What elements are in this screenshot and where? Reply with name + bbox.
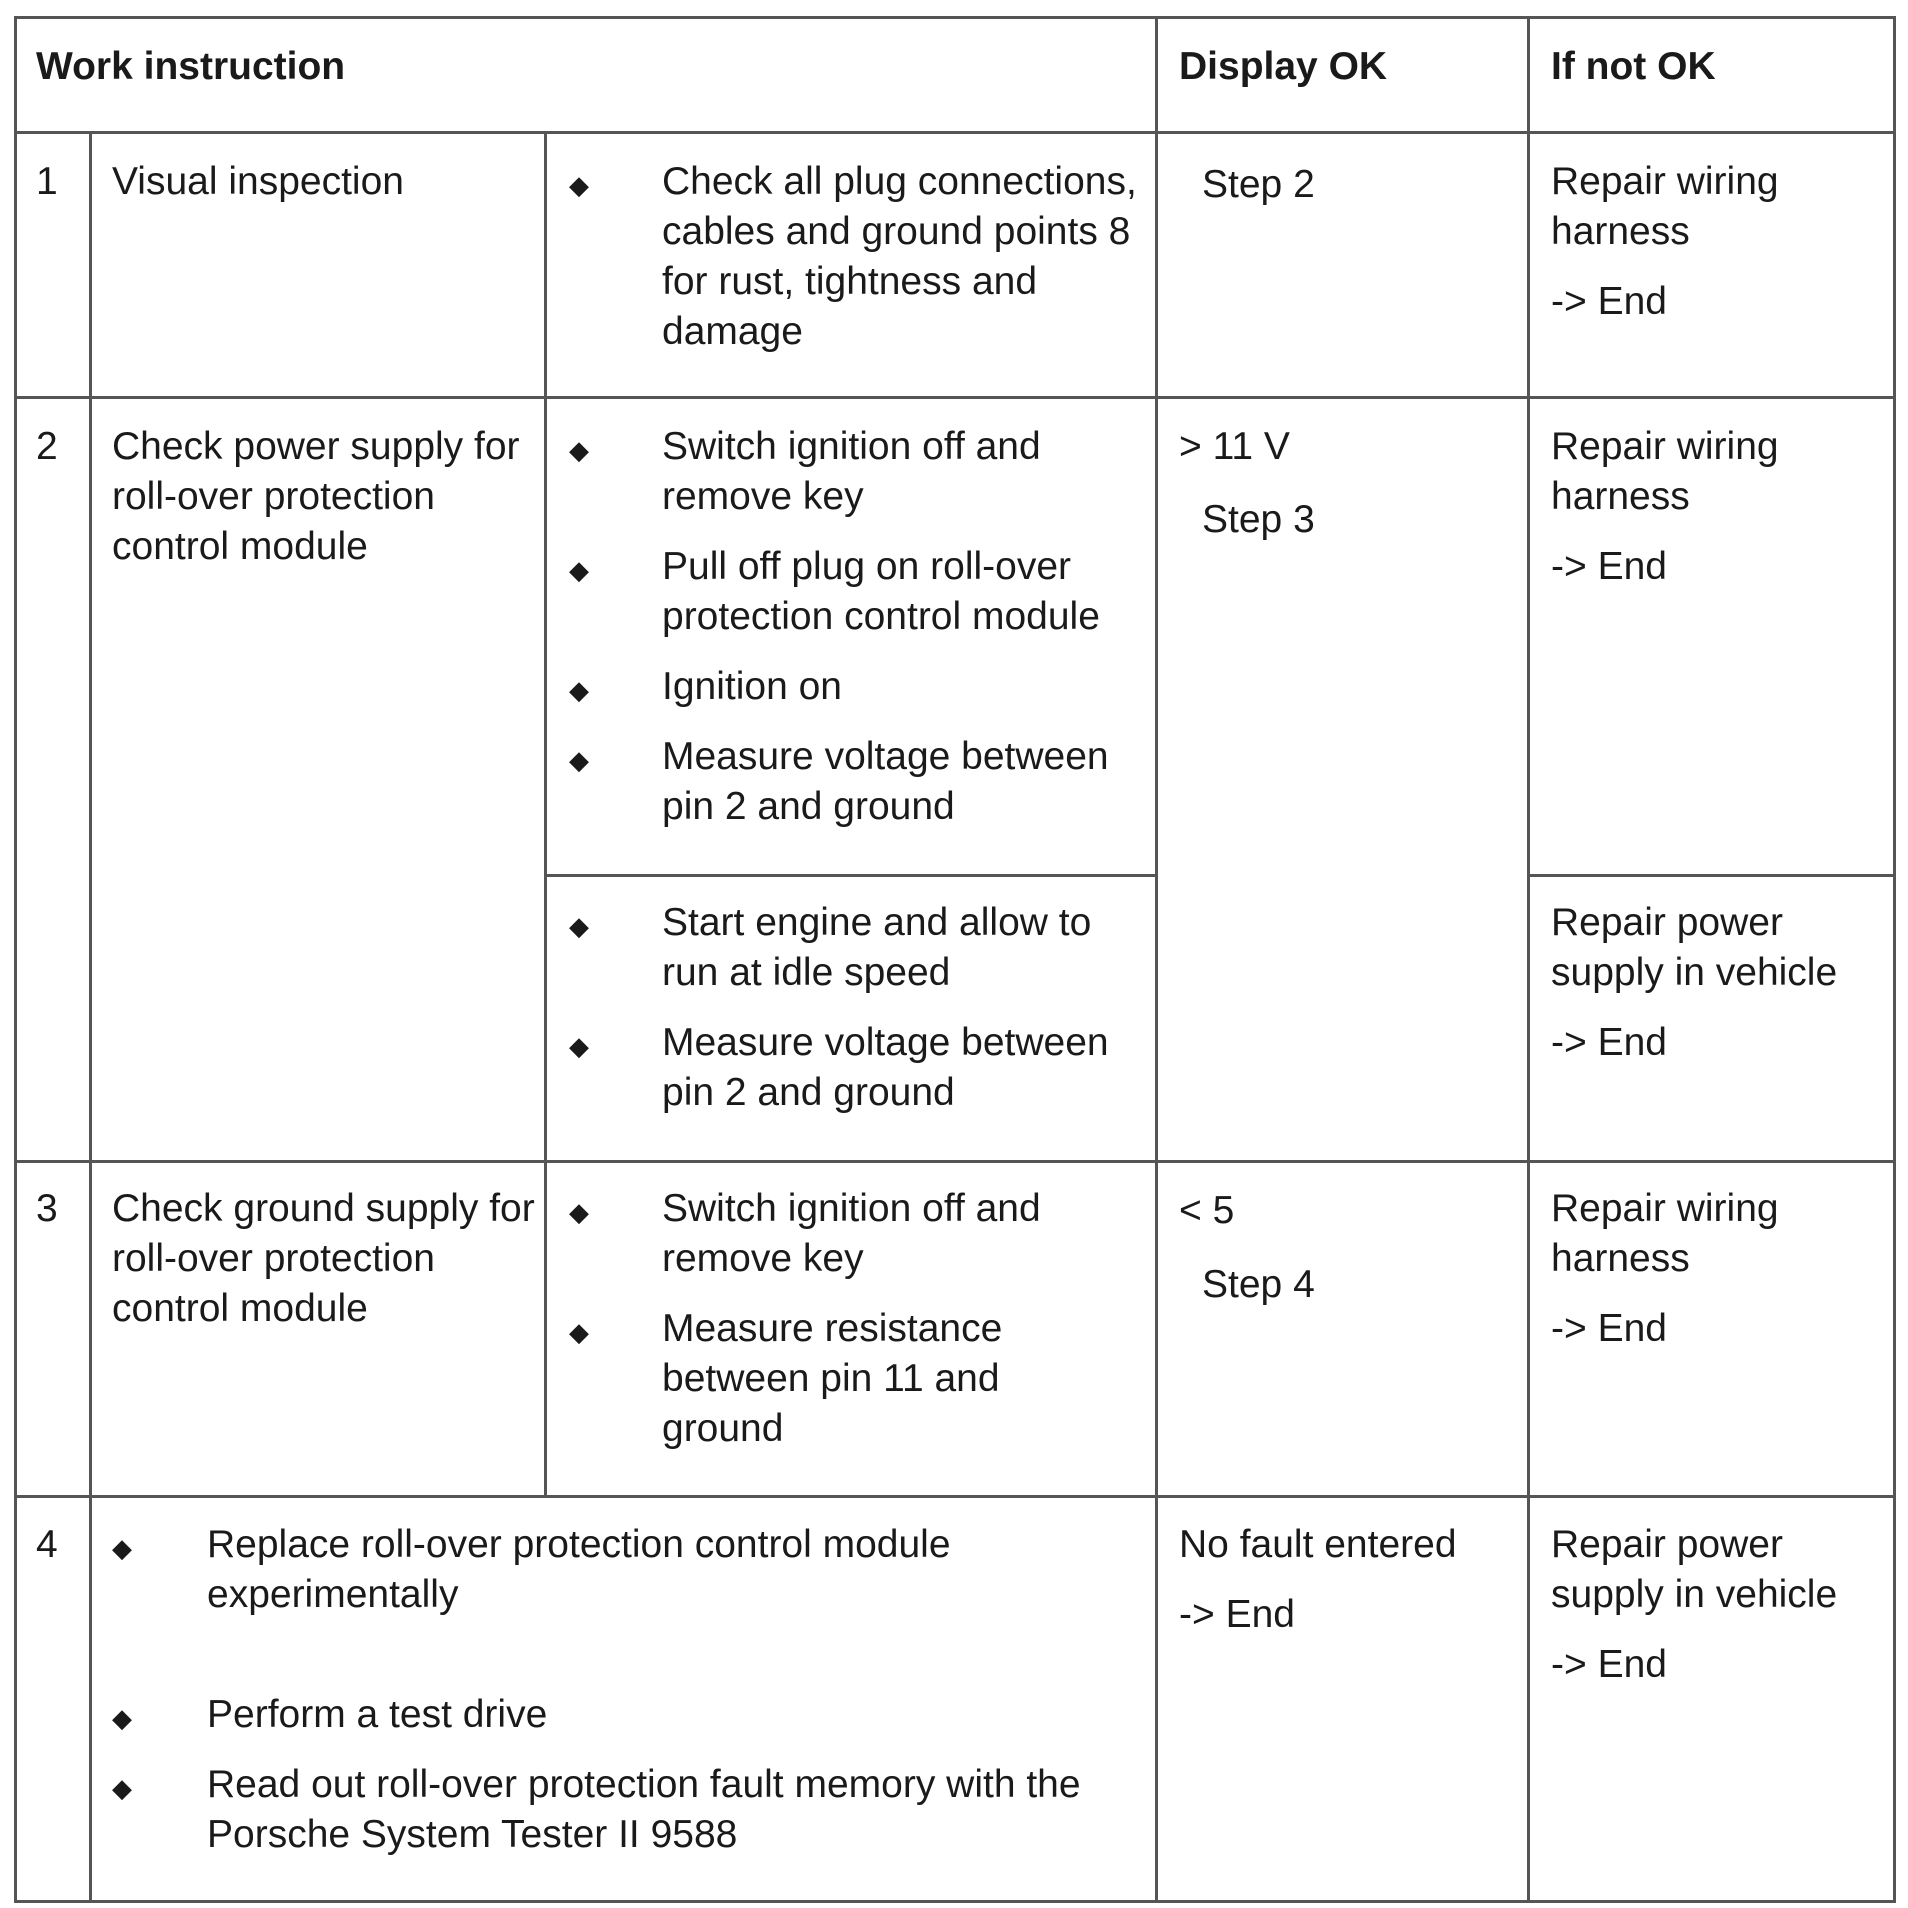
row-2-not-ok-end-b: -> End bbox=[1551, 1021, 1667, 1064]
row-3-not-ok-end: -> End bbox=[1551, 1307, 1667, 1350]
row-2-not-ok-end-a: -> End bbox=[1551, 545, 1667, 588]
table-border-left bbox=[14, 16, 17, 1903]
row-1-instruction-1: Check all plug connections, cables and ground points 8 for rust, tightness and damage bbox=[662, 160, 1137, 353]
row-4-instruction-2: Perform a test drive bbox=[207, 1693, 548, 1736]
row-4-number: 4 bbox=[36, 1523, 58, 1566]
row-2-instruction-1: Switch ignition off and remove key bbox=[662, 425, 1041, 518]
row-4-display-ok-value: No fault entered bbox=[1179, 1523, 1457, 1566]
row-3-display-ok-value: < 5 bbox=[1179, 1189, 1235, 1232]
row-2-instruction-2: Pull off plug on roll-over protection control module bbox=[662, 545, 1100, 638]
row-4-display-ok-end: -> End bbox=[1179, 1593, 1295, 1636]
row-1-not-ok-action: Repair wiring harness bbox=[1551, 160, 1779, 253]
row-3-bullet-2: ◆ bbox=[569, 1317, 589, 1347]
row-4-not-ok-end: -> End bbox=[1551, 1643, 1667, 1686]
row-3-display-ok-step: Step 4 bbox=[1202, 1263, 1315, 1306]
row-3-instruction-1: Switch ignition off and remove key bbox=[662, 1187, 1041, 1280]
row-4-bullet-1: ◆ bbox=[112, 1533, 132, 1563]
row-2-bullet-5: ◆ bbox=[569, 911, 589, 941]
row-4-instruction-1: Replace roll-over protection control module experimentally bbox=[207, 1523, 951, 1616]
row-2-instruction-4: Measure voltage between pin 2 and ground bbox=[662, 735, 1109, 828]
column-divider-display-ok bbox=[1155, 16, 1158, 1903]
table-border-bottom bbox=[14, 1900, 1896, 1903]
row-4-instruction-3: Read out roll-over protection fault memory with the Porsche System Tester II 9588 bbox=[207, 1763, 1081, 1856]
column-divider-if-not-ok bbox=[1527, 16, 1530, 1903]
column-divider-title bbox=[544, 131, 547, 1498]
row-1-title: Visual inspection bbox=[112, 160, 404, 203]
table-border-top bbox=[14, 16, 1896, 19]
row-2-sub-divider-instructions bbox=[546, 874, 1157, 877]
row-2-not-ok-action-b: Repair power supply in vehicle bbox=[1551, 901, 1838, 994]
row-divider-1 bbox=[14, 396, 1896, 399]
row-2-not-ok-action-a: Repair wiring harness bbox=[1551, 425, 1779, 518]
header-display-ok: Display OK bbox=[1179, 45, 1388, 88]
row-3-number: 3 bbox=[36, 1187, 58, 1230]
row-2-instruction-3: Ignition on bbox=[662, 665, 842, 708]
row-1-bullet-1: ◆ bbox=[569, 170, 589, 200]
row-2-bullet-4: ◆ bbox=[569, 745, 589, 775]
row-2-bullet-6: ◆ bbox=[569, 1031, 589, 1061]
row-2-bullet-3: ◆ bbox=[569, 675, 589, 705]
column-divider-number bbox=[89, 131, 92, 1903]
header-divider bbox=[14, 131, 1896, 134]
row-2-bullet-1: ◆ bbox=[569, 435, 589, 465]
row-2-display-ok-value: > 11 V bbox=[1179, 425, 1290, 468]
row-3-instruction-2: Measure resistance between pin 11 and ground bbox=[662, 1307, 1003, 1450]
row-3-title: Check ground supply for roll-over protection control module bbox=[112, 1187, 535, 1330]
row-2-display-ok-step: Step 3 bbox=[1202, 498, 1315, 541]
row-2-instruction-6: Measure voltage between pin 2 and ground bbox=[662, 1021, 1109, 1114]
row-2-number: 2 bbox=[36, 425, 58, 468]
row-2-bullet-2: ◆ bbox=[569, 555, 589, 585]
row-4-bullet-3: ◆ bbox=[112, 1773, 132, 1803]
table-border-right bbox=[1893, 16, 1896, 1903]
row-3-bullet-1: ◆ bbox=[569, 1197, 589, 1227]
row-2-instruction-5: Start engine and allow to run at idle speed bbox=[662, 901, 1092, 994]
row-2-title: Check power supply for roll-over protection control module bbox=[112, 425, 520, 568]
header-if-not-ok: If not OK bbox=[1551, 45, 1716, 88]
row-4-not-ok-action: Repair power supply in vehicle bbox=[1551, 1523, 1838, 1616]
row-1-number: 1 bbox=[36, 160, 58, 203]
row-1-display-ok: Step 2 bbox=[1202, 163, 1315, 206]
row-1-not-ok-end: -> End bbox=[1551, 280, 1667, 323]
row-3-not-ok-action: Repair wiring harness bbox=[1551, 1187, 1779, 1280]
row-2-sub-divider-not-ok bbox=[1528, 874, 1896, 877]
row-divider-2 bbox=[14, 1160, 1896, 1163]
header-work-instruction: Work instruction bbox=[36, 45, 346, 88]
row-divider-3 bbox=[14, 1495, 1896, 1498]
row-4-bullet-2: ◆ bbox=[112, 1703, 132, 1733]
